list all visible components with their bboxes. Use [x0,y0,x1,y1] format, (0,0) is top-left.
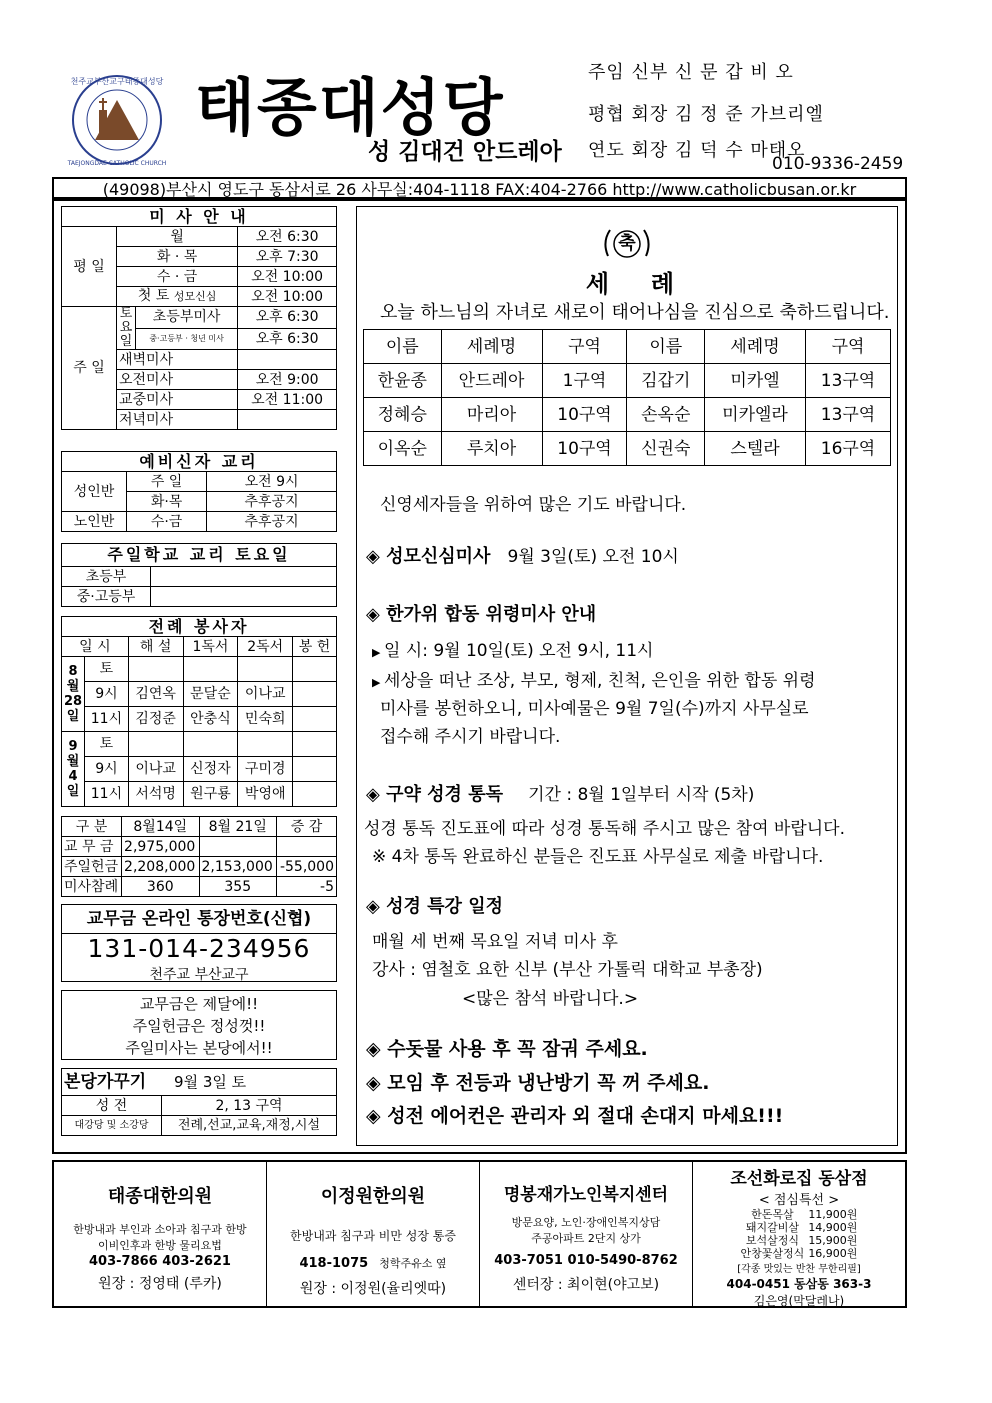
servers-header: 1독서 [183,637,238,657]
finance-header: 구 분 [62,817,122,837]
notice-aircon: ◈ 성전 에어컨은 관리자 외 절대 손대지 마세요!!! [366,1105,784,1127]
ad-subtitle: < 점심특선 > [758,1193,840,1208]
baptism-cell: 13구역 [806,398,891,432]
slogan-line: 주일헌금은 정성껏!! [132,1017,266,1035]
mass-time [238,410,337,430]
notice-title: 한가위 합동 위령미사 안내 [386,604,597,625]
triangle-bullet-icon: ▶ [372,646,384,659]
mass-name: 중·고등부 · 청년 미사 [136,328,238,350]
diamond-bullet-icon: ◈ [366,1038,388,1060]
ad-elderly-care [480,1162,693,1306]
account-title: 교무금 온라인 통장번호(신협) [62,905,336,934]
baptism-cell: 16구역 [806,432,891,466]
server-name: 안충식 [183,707,238,732]
ad-name: 명봉재가노인복지센터 [503,1185,669,1205]
diamond-bullet-icon: ◈ [366,1105,388,1127]
finance-header: 8월14일 [122,817,199,837]
baptism-intro: 오늘 하느님의 자녀로 새로이 태어나심을 진심으로 축하드립니다. [380,302,890,323]
server-name: 민숙희 [238,707,293,732]
finance-value [276,837,336,857]
server-name: 서석명 [128,782,183,807]
cleaning-date: 9월 3일 토 [174,1073,247,1091]
notice-title: 구약 성경 통독 [386,784,503,805]
mass-title: 미 사 안 내 [62,207,337,227]
ad-desc: 이비인후과 한방 물리요법 [98,1239,222,1252]
finance-header: 8월 21일 [199,817,276,837]
finance-value [199,837,276,857]
liturgy-servers-table [61,616,337,807]
baptism-cell: 한윤종 [364,364,442,398]
server-time: 9시 [85,757,129,782]
notice-text: 기간 : 8월 1일부터 시작 (5차) [528,785,755,805]
diamond-bullet-icon: ◈ [366,896,387,917]
server-name: 박영애 [238,782,293,807]
notice-title: 성모신심미사 [386,546,491,567]
server-name: 김정준 [128,707,183,732]
notice-marian-mass [366,542,679,568]
baptism-cell: 손옥순 [627,398,705,432]
ad-desc: 방문요양, 노인·장애인복지상담 [511,1216,661,1229]
patron-saint: 성 김대건 안드레아 [368,139,562,165]
mass-time [238,350,337,370]
server-name: 원구룡 [183,782,238,807]
baptism-cell: 안드레아 [441,364,542,398]
weekday-label: 평 일 [62,227,117,307]
notice-line: <많은 참석 바랍니다.> [462,989,639,1009]
ad-desc: 한방내과 침구과 비만 성장 통증 [290,1229,456,1243]
ad-clinic-leejungwon [267,1162,480,1306]
account-holder: 천주교 부산교구 [149,967,249,983]
baptism-cell: 루치아 [441,432,542,466]
baptism-header: 구역 [542,330,627,364]
server-name: 구미경 [238,757,293,782]
baptism-cell: 이옥순 [364,432,442,466]
server-name: 이나교 [238,682,293,707]
server-time: 토 [85,732,129,757]
baptism-header: 세례명 [705,330,806,364]
ad-menu: 한돈목살 11,900원 돼지갈비살 14,900원 보석살정식 15,900원 안창꽃살정식 16,900원 [740,1208,858,1260]
senior-class-label: 노인반 [62,512,127,532]
notice-line: 접수해 주시기 바랍니다. [380,727,561,747]
baptism-header: 이름 [627,330,705,364]
notice-title: 성경 특강 일정 [386,896,503,917]
mass-day: 수 · 금 [117,267,238,287]
mass-schedule-table [61,206,337,430]
sunday-school-title: 주일학교 교리 토요일 [62,544,337,567]
council-president: 평협 회장 김 정 준 가브리엘 [588,104,824,125]
finance-label: 주일헌금 [62,857,122,877]
mass-name: 저녁미사 [117,410,238,430]
mass-day: 월 [117,227,238,247]
baptism-table [363,329,891,466]
server-name: 김연옥 [128,682,183,707]
finance-value: 355 [199,877,276,897]
finance-value: -55,000 [276,857,336,877]
cleaning-header [62,1069,337,1096]
ad-clinic-taejongdae [54,1162,267,1306]
server-date: 8월28일 [62,657,85,732]
notice-line: ※ 4차 통독 완료하신 분들은 진도표 사무실로 제출 바랍니다. [372,847,824,867]
phone-number: 010-9336-2459 [772,154,904,174]
ad-director: 원장 : 정영태 (루카) [98,1276,222,1292]
baptism-header: 이름 [364,330,442,364]
notice-line: 미사를 봉헌하오니, 미사예물은 9월 7일(수)까지 사무실로 [380,699,809,719]
baptism-cell: 미카엘 [705,364,806,398]
mass-time: 오전 6:30 [238,227,337,247]
mass-time: 오후 6:30 [238,328,337,350]
finance-value: 2,153,000 [199,857,276,877]
ad-name: 태종대한의원 [107,1186,213,1207]
school-value [151,587,337,607]
legion-president: 연도 회장 김 덕 수 마태오 [588,140,806,161]
notice-lights: ◈ 모임 후 전등과 냉난방기 꼭 꺼 주세요. [366,1072,710,1094]
mass-time: 오후 6:30 [238,307,337,329]
baptism-cell: 마리아 [441,398,542,432]
notice-line: ▶ 일 시: 9월 10일(토) 오전 9시, 11시 [372,641,654,661]
baptism-header: 구역 [806,330,891,364]
mass-name: 오전미사 [117,370,238,390]
baptism-header: 세례명 [441,330,542,364]
saturday-label: 토요일 [117,307,136,350]
finance-label: 미사참례 [62,877,122,897]
baptism-cell: 김갑기 [627,364,705,398]
ad-location: 청학주유소 옆 [379,1257,447,1270]
ad-phone: 403-7051 010-5490-8762 [494,1253,678,1268]
cleaning-table [61,1068,337,1136]
catechumen-title: 예비신자 교리 [62,452,337,472]
church-logo [55,70,190,170]
finance-label: 교 무 금 [62,837,122,857]
notice-text: 9월 3일(토) 오전 10시 [507,547,679,567]
slogan-box [61,990,337,1060]
class-day: 화·목 [127,492,207,512]
server-time: 토 [85,657,129,682]
ad-note: [각종 맛있는 반찬 무한리필] [737,1264,861,1275]
finance-header: 증 감 [276,817,336,837]
diamond-bullet-icon: ◈ [366,784,387,805]
diamond-bullet-icon: ◈ [366,1072,388,1094]
mass-name: 초등부미사 [136,307,238,329]
baptism-heading: 세 례 [585,270,675,298]
baptism-cell: 정혜승 [364,398,442,432]
servers-title: 전례 봉사자 [62,617,337,637]
servers-header: 일 시 [62,637,129,657]
finance-value: 360 [122,877,199,897]
server-time: 11시 [85,782,129,807]
class-day: 주 일 [127,472,207,492]
school-value [151,567,337,587]
cleaning-area: 대강당 및 소강당 [62,1116,162,1136]
servers-header: 해 설 [128,637,183,657]
baptism-cell: 13구역 [806,364,891,398]
mass-time: 오전 10:00 [238,287,337,307]
school-class: 초등부 [62,567,151,587]
account-number: 131-014-234956 [87,934,311,963]
ad-director: 김은영(막달레나) [753,1294,845,1308]
congratulation-seal-icon: 축 [600,226,654,262]
class-time: 오전 9시 [207,472,337,492]
finance-value: -5 [276,877,336,897]
server-time: 11시 [85,707,129,732]
slogan-line: 교무금은 제달에!! [139,995,259,1013]
cleaning-assignee: 전례,선교,교육,재정,시설 [162,1116,337,1136]
svg-text:TAEJONGDAE CATHOLIC CHURCH: TAEJONGDAE CATHOLIC CHURCH [67,160,167,167]
baptism-cell: 스텔라 [705,432,806,466]
pastor: 주임 신부 신 문 갑 비 오 [588,62,794,83]
ad-phone: 418-1075 [299,1256,369,1271]
notice-line: 매월 세 번째 목요일 저녁 미사 후 [372,932,618,952]
server-name: 문달순 [183,682,238,707]
class-time: 추후공지 [207,492,337,512]
prayer-request: 신영세자들을 위하여 많은 기도 바랍니다. [380,495,687,515]
notice-line: 강사 : 염철호 요한 신부 (부산 가톨릭 대학교 부총장) [372,960,763,980]
mass-day: 첫 토 성모신심 [117,287,238,307]
sunday-school-table [61,543,337,607]
ad-name: 조선화로집 동삼점 [730,1169,868,1189]
triangle-bullet-icon: ▶ [372,676,384,689]
notice-bible-reading [366,780,754,806]
baptism-cell: 신권숙 [627,432,705,466]
baptism-cell: 10구역 [542,398,627,432]
ad-director: 센터장 : 최이현(야고보) [512,1277,660,1293]
advertisements [52,1160,907,1308]
account-box [61,904,337,982]
baptism-cell: 10구역 [542,432,627,466]
baptism-cell: 1구역 [542,364,627,398]
svg-text:천주교부산교구태종대성당: 천주교부산교구태종대성당 [70,77,164,86]
sunday-label: 주 일 [62,307,117,430]
slogan-line: 주일미사는 본당에서!! [125,1039,273,1057]
page-title: 태종대성당 [195,71,505,144]
mass-time: 오전 11:00 [238,390,337,410]
mass-name: 교중미사 [117,390,238,410]
server-name: 이나교 [128,757,183,782]
servers-header: 2독서 [238,637,293,657]
cleaning-title: 본당가꾸기 [64,1072,147,1092]
catechumen-table [61,451,337,532]
finance-table [61,816,337,897]
mass-day: 화 · 목 [117,247,238,267]
school-class: 중·고등부 [62,587,151,607]
ad-phone: 404-0451 동삼동 363-3 [726,1277,872,1291]
finance-value: 2,208,000 [122,857,199,877]
server-date: 9월4일 [62,732,85,807]
notice-line: 성경 통독 진도표에 따라 성경 통독해 주시고 많은 참여 바랍니다. [364,819,846,839]
notice-bible-lecture [366,892,503,918]
ad-desc: 주공아파트 2단지 상가 [531,1232,641,1245]
mass-time: 오후 7:30 [238,247,337,267]
notice-water: ◈ 수돗물 사용 후 꼭 잠궈 주세요. [366,1038,648,1060]
notice-line: ▶ 세상을 떠난 조상, 부모, 형제, 친척, 은인을 위한 합동 위령 [372,671,816,691]
adult-class-label: 성인반 [62,472,127,512]
server-name: 신정자 [183,757,238,782]
notice-memorial-mass [366,600,596,626]
mass-time: 오전 9:00 [238,370,337,390]
address-bar: (49098)부산시 영도구 동삼서로 26 사무실:404-1118 FAX:404-2766 http://www.catholicbusan.or.kr [52,177,907,199]
ad-desc: 한방내과 부인과 소아과 침구과 한방 [73,1223,247,1236]
ad-phone: 403-7866 403-2621 [89,1254,231,1269]
ad-director: 원장 : 이정원(율리엣따) [299,1281,447,1297]
baptism-cell: 미카엘라 [705,398,806,432]
ad-name: 이정원한의원 [320,1186,426,1207]
cleaning-assignee: 2, 13 구역 [162,1096,337,1116]
diamond-bullet-icon: ◈ [366,546,387,567]
diamond-bullet-icon: ◈ [366,604,387,625]
mass-name: 새벽미사 [117,350,238,370]
class-day: 수·금 [127,512,207,532]
class-time: 추후공지 [207,512,337,532]
servers-header: 봉 헌 [293,637,337,657]
ad-restaurant [693,1162,905,1306]
server-time: 9시 [85,682,129,707]
cleaning-area: 성 전 [62,1096,162,1116]
mass-time: 오전 10:00 [238,267,337,287]
finance-value: 2,975,000 [122,837,199,857]
